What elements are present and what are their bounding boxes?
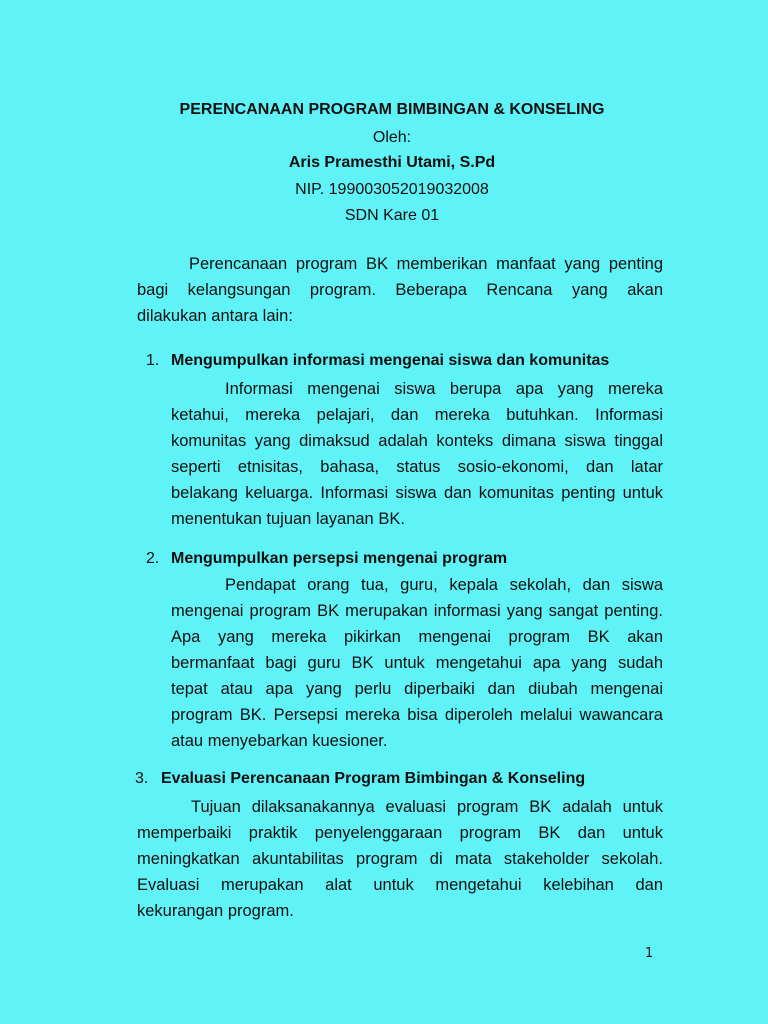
section-number: 3. (135, 770, 149, 787)
school-name: SDN Kare 01 (344, 207, 440, 224)
body-line: Tujuan dilaksanakannya evaluasi program BK adalah untuk (191, 798, 663, 816)
intro-paragraph (137, 251, 663, 329)
page-number: 1 (645, 946, 654, 961)
body-line: belakang keluarga. Informasi siswa dan komunitas penting untuk (171, 484, 663, 502)
section-2-body (171, 572, 663, 754)
section-3-body (137, 794, 663, 924)
body-line: meningkatkan akuntabilitas program di mata stakeholder sekolah. (137, 850, 663, 868)
section-1-heading (146, 352, 609, 370)
body-line: Pendapat orang tua, guru, kepala sekolah, dan siswa (225, 576, 663, 594)
body-line: mengenai program BK merupakan informasi yang sangat penting. (171, 602, 663, 620)
section-number: 1. (146, 352, 160, 369)
body-line: kekurangan program. (137, 902, 294, 920)
intro-line: bagi kelangsungan program. Beberapa Rencana yang akan (137, 281, 663, 299)
body-line: Informasi mengenai siswa berupa apa yang mereka (225, 380, 663, 398)
body-line: seperti etnisitas, bahasa, status sosio-ekonomi, dan latar (171, 458, 663, 476)
section-3-heading (135, 770, 585, 788)
body-line: atau menyebarkan kuesioner. (171, 732, 388, 750)
body-line: ketahui, mereka pelajari, dan mereka butuhkan. Informasi (171, 406, 663, 424)
body-line: Evaluasi merupakan alat untuk mengetahui kelebihan dan (137, 876, 663, 894)
body-line: menentukan tujuan layanan BK. (171, 510, 405, 528)
author-nip: NIP. 199003052019032008 (295, 181, 489, 198)
section-title: Evaluasi Perencanaan Program Bimbingan & Konseling (161, 770, 586, 787)
section-title: Mengumpulkan persepsi mengenai program (171, 550, 508, 567)
body-line: tepat atau apa yang perlu diperbaiki dan diubah mengenai (171, 680, 663, 698)
body-line: komunitas yang dimaksud adalah konteks dimana siswa tinggal (171, 432, 663, 450)
author-name: Aris Pramesthi Utami, S.Pd (288, 154, 496, 171)
body-line: bermanfaat bagi guru BK untuk mengetahui apa yang sudah (171, 654, 663, 672)
section-2-heading (146, 550, 507, 568)
body-line: Apa yang mereka pikirkan mengenai program BK akan (171, 628, 663, 646)
section-1-body (171, 376, 663, 532)
by-label: Oleh: (372, 129, 412, 146)
body-line: program BK. Persepsi mereka bisa diperoleh melalui wawancara (171, 706, 663, 724)
body-line: memperbaiki praktik penyelenggaraan program BK dan untuk (137, 824, 663, 842)
document-title: PERENCANAAN PROGRAM BIMBINGAN & KONSELING (179, 101, 605, 118)
section-title: Mengumpulkan informasi mengenai siswa dan komunitas (171, 352, 610, 369)
section-number: 2. (146, 550, 160, 567)
intro-line: Perencanaan program BK memberikan manfaat yang penting (189, 255, 663, 273)
intro-line: dilakukan antara lain: (137, 307, 293, 325)
